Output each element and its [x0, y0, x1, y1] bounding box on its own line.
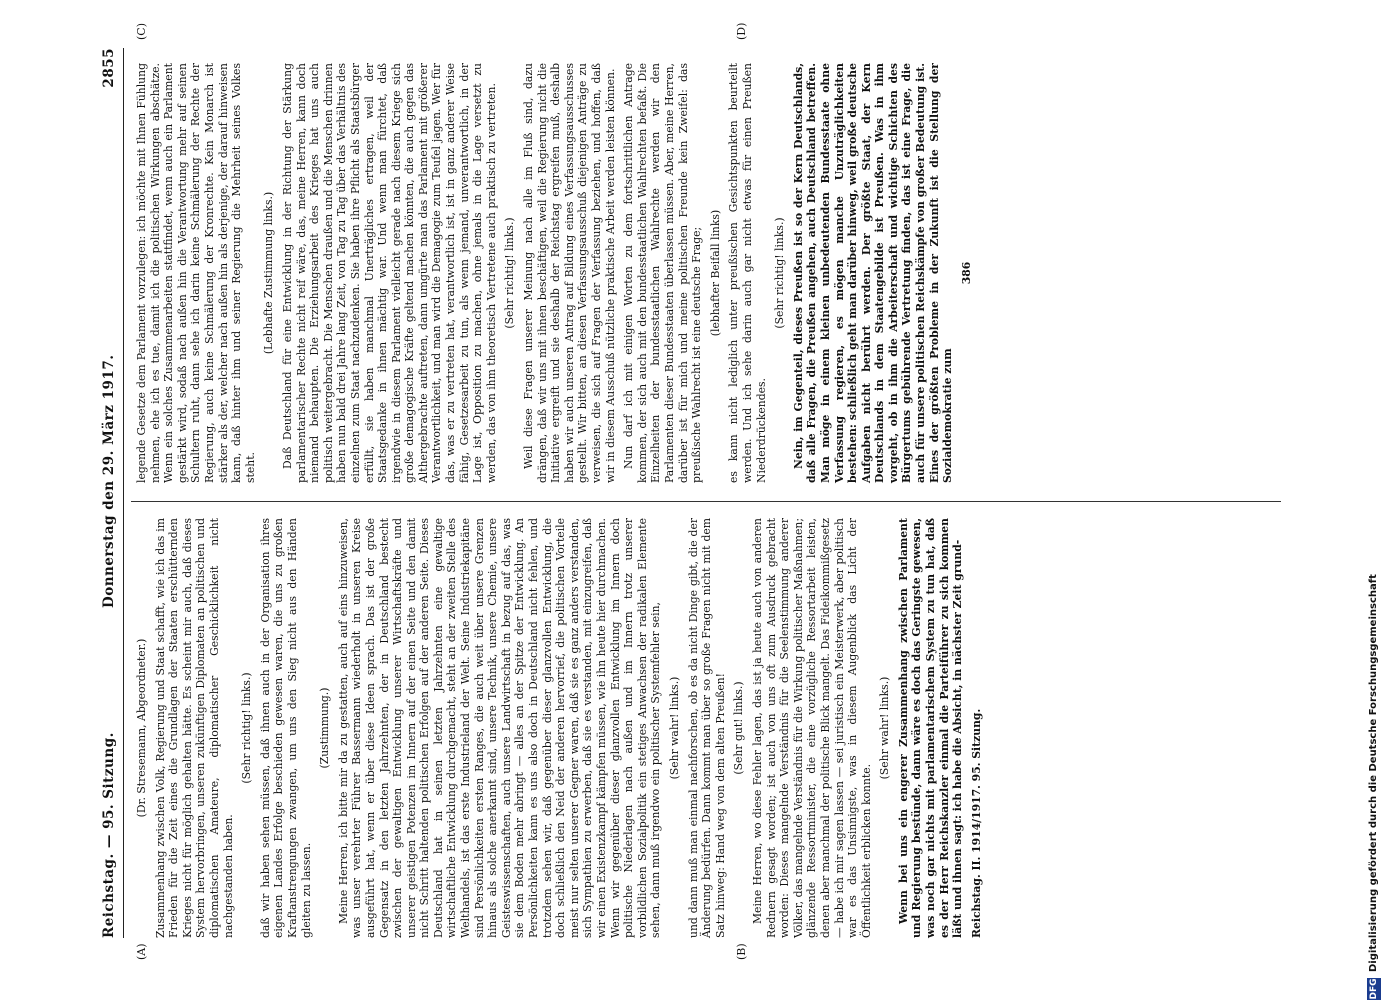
header-left: Reichstag. — 95. Sitzung. [101, 732, 117, 938]
footer-left: Reichstag. II. 1914/1917. 95. Sitzung. [969, 708, 983, 938]
digitization-credit: Digitalisierung gefördert durch die Deutsche Forschungsgemeinschaft [1368, 574, 1379, 972]
interjection: (Sehr richtig! links.) [503, 217, 517, 329]
speaker-line: (Dr. Stresemann, Abgeordneter.) [135, 638, 148, 818]
interjection: (Sehr richtig! links.) [773, 217, 787, 329]
newspaper-page [95, 22, 1295, 960]
dfg-logo: DFG [1369, 978, 1379, 1000]
footer-right: 386 [959, 261, 973, 285]
page-header [95, 48, 125, 938]
marker-c: (C) [135, 23, 148, 40]
marker-a: (A) [135, 943, 148, 960]
paragraph: Weil diese Fragen unserer Meinung nach alle im Fluß sind, dazu drängen, daß wir uns mit ihnen beschäftigen, weil die Regierung nicht die Initiative ergreift und sie deshalb der Reichstag ergreifen muß, deshalb haben wir auch unseren Antrag auf Bildung eines Verfassungsausschusses gestellt. Wir bitten, an diesen Verfassungsausschuß diejenigen Anträge zu verweisen, die sich auf Fragen der Verfassung beziehen, und hoffen, daß wir in diesem Ausschuß nützliche praktische Arbeit werden leisten können. [522, 63, 617, 483]
interjection: (Sehr wahr! links.) [878, 676, 892, 780]
column-separator [131, 501, 1281, 502]
interjection: (Sehr wahr! links.) [667, 676, 681, 780]
paragraph: daß wir haben sehen müssen, daß ihnen auch in der Organisation ihres eigenen Landes Erfolge beschieden gewesen waren, die uns zu großen Kraftanstrengungen zwangen, um uns den Sieg nicht aus den Händen gleiten zu lassen. [258, 518, 313, 938]
paragraph: Meine Herren, wo diese Fehler lagen, das ist ja heute auch von anderen Rednern gesagt worden; ist auch von uns oft zum Ausdruck gebracht worden: Dieses mangelnde Verständnis für die Seelenstimmung anderer Völker, das mangelnde Verständnis für die Wirkung politischer Maßnahmen; glänzende Ressortminister, die eine vorzügliche Ressortarbeit leisten, denen aber manchmal der politische Blick mangelt. Das Fideikommißgesetz — habe ich mir sagen lassen — sei juristisch ein Meisterwerk, aber politisch war es das Unsinnigste, was in diesem Augenblick das Licht der Öffentlichkeit erblicken konnte. [750, 518, 873, 938]
paragraph: Zusammenhang zwischen Volk, Regierung und Staat schafft, wie ich das im Frieden für die Zeit eines die Grundlagen der Staaten erschütternden Krieges nicht für möglich gehalten hätte. Es scheint mir auch, daß dieses System hervorbringen, unseren zukünftigen Diplomaten an politischen und diplomatischen Amateure, diplomatischer Geschicklichkeit nicht nachgestanden haben. [153, 518, 235, 938]
interjection: (Zustimmung.) [318, 687, 332, 769]
marker-d: (D) [735, 22, 748, 40]
paragraph: Wenn bei uns ein engerer Zusammenhang zwischen Parlament und Regierung bestünde, dann wäre es doch das Geringste gewesen, was noch gar nichts mit parlamentarischem System zu tun hat, daß es der Herr Reichskanzler einmal die Parteiführer zu sich kommen läßt und ihnen sagt: ich habe die Absicht, in nächster Zeit grund- [896, 518, 965, 938]
paragraph: Nun darf ich mit einigen Worten zu dem fortschrittlichen Antrage kommen, der sich auch mit den bundesstaatlichen Wahlrechten befaßt. Die Einzelheiten der bundesstaatlichen Wahlrechte werden wir den Parlamenten dieser Bundesstaaten überlassen müssen. Aber, meine Herren, darüber ist für mich und meine politischen Freunde kein Zweifel: das preußische Wahlrecht ist eine deutsche Frage; [622, 63, 704, 483]
interjection: (Lebhafte Zustimmung links.) [262, 191, 276, 355]
column-left [135, 518, 1285, 938]
header-rule [123, 48, 124, 938]
paragraph: Daß Deutschland für eine Entwicklung in der Richtung der Stärkung parlamentarischer Rechte nicht reif wäre, das, meine Herren, kann doch niemand behaupten. Die Erziehungsarbeit des Krieges hat uns auch politisch weitergebracht. Die Menschen draußen und die Menschen drinnen haben nun bald drei Jahre lang Zeit, von Tag zu Tag über das Verhältnis des einzelnen zum Staat nachzudenken. Sie haben ihre Pflicht als Staatsbürger erfüllt, sie haben manchmal Unerträgliches ertragen, weil der Staatsgedanke in ihnen mächtig war. Und wenn man fürchtet, daß irgendwie in diesem Parlament vielleicht gerade nach diesem Kriege sich große demagogische Kräfte geltend machen könnten, die auch gegen das Althergebrachte auftreten, dann umgürte man das Parlament mit größerer Verantwortlichkeit, und man wird die Demagogie zum Teufel jagen. Wer für das, was er zu vertreten hat, verantwortlich ist, ist in ganz anderer Weise fähig, Gesetzesarbeit zu tun, als wenn jemand, unverantwortlich, in der Lage ist, Opposition zu machen, ohne jemals in die Lage versetzt zu werden, das von ihm theoretisch Vertretene auch praktisch zu vertreten. [280, 63, 498, 483]
paragraph: es kann nicht lediglich unter preußischen Gesichtspunkten beurteilt werden. Und ich sehe darin auch gar nicht etwas für einen Preußen Niederdrückendes. [727, 63, 768, 483]
paragraph: legende Gesetze dem Parlament vorzulegen: ich möchte mit Ihnen Fühlung nehmen, ehe ich es tue, damit ich die politischen Wirkungen abschätze. Wenn ein solches Zusammenarbeiten stattfindet, wenn auch ein Parlament gestärkt wird, sodaß nach außen hin die Verantwortung mehr auf seinen Schultern ruht, dann sehe ich darin keine Schmälerung der Rechte der Regierung, auch keine Schmälerung der Kronrechte. Kein Monarch ist stärker als der, welcher nach außen hin als derjenige, der darauf hinweisen kann, daß hinter ihm und seiner Regierung die Mehrheit seines Volkes steht. [135, 63, 257, 483]
paragraph: und dann muß man einmal nachforschen, ob es da nicht Dinge gibt, die der Änderung bedürfen. Dann kommt man über so große Fragen nicht mit dem Satz hinweg: Hand weg von dem alten Preußen! [686, 518, 727, 938]
paragraph: Meine Herren, ich bitte mir da zu gestatten, auch auf eins hinzuweisen, was unser verehrter Führer Bassermann wiederholt in unseren Kreise ausgeführt hat, wenn er über diese Ideen sprach. Das ist der große Gegensatz in den letzten Jahrzehnten, der in Deutschland bestecht zwischen der gewaltigen Entwicklung unserer Wirtschaftskräfte und unserer geistigen Potenzen im Innern auf der einen Seite und den damit nicht Schritt haltenden politischen Erfolgen auf der anderen Seite. Dieses Deutschland hat in seinen letzten Jahrzehnten eine gewaltige wirtschaftliche Entwicklung durchgemacht, steht an der zweiten Stelle des Welthandels, ist das erste Industrieland der Welt. Seine Industriekapitäne sind Persönlichkeiten ersten Ranges, die auch weit über unsere Grenzen hinaus als solche anerkannt sind, unsere Technik, unsere Chemie, unsere Geisteswissenschaften, auch unsere Landwirtschaft in bezug auf das, was sie dem Boden mehr abringt — alles an der Spitze der Entwicklung. An Persönlichkeiten kann es uns also doch in Deutschland nicht fehlen, und trotzdem sehen wir, daß gegenüber dieser glanzvollen Entwicklung, die doch schließlich den Neid der anderen hervorrief, die politischen Vorteile meist nur selten unserer Gegner waren, daß sie es ganz anders verstanden, sich Sympathien zu erwerben, daß sie es verstanden, mit einzugreifen, daß wir einen Existenzkampf kämpfen müssen, wie ihn heute hier durchmachen. Wenn wir gegenüber dieser glanzvollen Entwicklung im Innern doch politische Niederlagen nach außen und im Innern trotz unserer vorbildlichen Sozialpolitik ein stetiges Anwachsen der radikalen Elemente sehen, dann muß irgendwo ein politischer Systemfehler sein, [336, 518, 663, 938]
marker-b: (B) [735, 943, 748, 960]
interjection: (lebhafter Beifall links) [708, 209, 722, 337]
paragraph: Nein, im Gegenteil, dieses Preußen ist so der Kern Deutschlands, daß alle Fragen, die Preußen angehen, auch Deutschland betreffen. Man möge in einem kleinen unbedeutenden Bundesstaate ohne Verfassung regieren, es mögen manche Unzuträglichkeiten bestehen: schließlich geht man darüber hinweg, weil große deutsche Aufgaben nicht berührt werden. Der größte Staat, der Kern Deutschlands in dem Staatengebilde ist Preußen. Was in ihm vorgeht, ob in ihm die Arbeiterschaft und wichtige Schichten des Bürgertums gebührende Vertretung finden, das ist eine Frage, die auch für unsere politischen Reichskämpfe von großer Bedeutung ist. Eines der größten Probleme in der Zukunft ist die Stellung der Sozialdemokratie zum [791, 63, 955, 483]
header-page-number: 2855 [101, 48, 117, 88]
interjection: (Sehr richtig! links.) [240, 672, 254, 784]
header-date: Donnerstag den 29. März 1917. [101, 354, 117, 608]
interjection: (Sehr gut! links.) [732, 681, 746, 775]
column-right [135, 63, 1285, 483]
